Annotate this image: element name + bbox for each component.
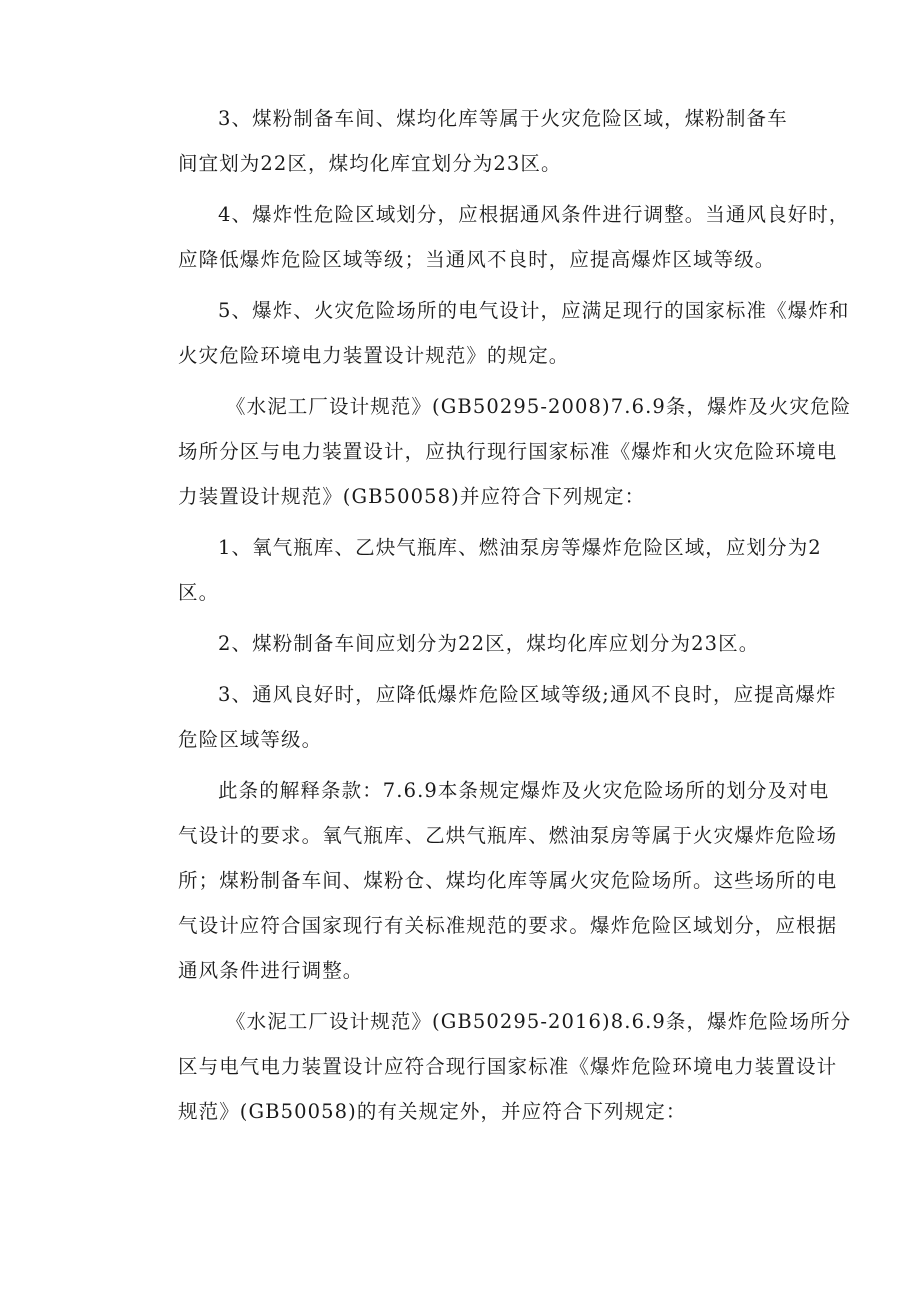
paragraph-rule-1-gas-storage — [138, 525, 822, 615]
paragraph-line: 4、爆炸性危险区域划分，应根据通风条件进行调整。当通风良好时， — [218, 203, 850, 226]
paragraph-rule-2-coal-zones — [138, 621, 798, 666]
paragraph-line: 场所分区与电力装置设计，应执行现行国家标准《爆炸和火灾危险环境电 — [178, 440, 838, 463]
paragraph-line: 气设计应符合国家现行有关标准规范的要求。爆炸危险区域划分，应根据 — [178, 914, 838, 937]
paragraph-line: 所；煤粉制备车间、煤粉仓、煤均化库等属火灾危险场所。这些场所的电 — [178, 869, 838, 892]
paragraph-line: 3、通风良好时，应降低爆炸危险区域等级;通风不良时，应提高爆炸 — [218, 683, 837, 706]
paragraph-line: 区与电气电力装置设计应符合现行国家标准《爆炸危险环境电力装置设计 — [178, 1055, 838, 1078]
paragraph-gb50295-2016-reference — [138, 999, 852, 1134]
paragraph-explanation-clause — [138, 768, 838, 993]
paragraph-rule-3-ventilation — [138, 672, 837, 762]
paragraph-line: 此条的解释条款：7.6.9本条规定爆炸及火灾危险场所的划分及对电 — [218, 779, 830, 802]
paragraph-electrical-design-standard — [138, 288, 850, 378]
paragraph-line: 《水泥工厂设计规范》(GB50295-2008)7.6.9条，爆炸及火灾危险 — [226, 395, 852, 418]
document-body — [138, 96, 852, 1140]
paragraph-line: 气设计的要求。氧气瓶库、乙烘气瓶库、燃油泵房等属于火灾爆炸危险场 — [178, 824, 838, 847]
paragraph-line: 应降低爆炸危险区域等级；当通风不良时，应提高爆炸区域等级。 — [178, 248, 776, 271]
paragraph-line: 2、煤粉制备车间应划分为22区，煤均化库应划分为23区。 — [218, 632, 760, 655]
paragraph-line: 间宜划为22区，煤均化库宜划分为23区。 — [178, 152, 562, 175]
paragraph-line: 3、煤粉制备车间、煤均化库等属于火灾危险区域，煤粉制备车 — [218, 107, 788, 130]
paragraph-line: 力装置设计规范》(GB50058)并应符合下列规定： — [178, 485, 646, 508]
paragraph-line: 危险区域等级。 — [178, 728, 323, 751]
paragraph-coal-mill-fire-zone — [138, 96, 798, 186]
paragraph-line: 1、氧气瓶库、乙炔气瓶库、燃油泵房等爆炸危险区域，应划分为2 — [218, 536, 822, 559]
paragraph-line: 火灾危险环境电力装置设计规范》的规定。 — [178, 344, 570, 367]
paragraph-gb50295-2008-reference — [138, 384, 852, 519]
paragraph-line: 区。 — [178, 581, 220, 604]
paragraph-line: 规范》(GB50058)的有关规定外，并应符合下列规定： — [178, 1100, 687, 1123]
paragraph-line: 5、爆炸、火灾危险场所的电气设计，应满足现行的国家标准《爆炸和 — [218, 299, 850, 322]
paragraph-line: 通风条件进行调整。 — [178, 959, 364, 982]
paragraph-line: 《水泥工厂设计规范》(GB50295-2016)8.6.9条，爆炸危险场所分 — [226, 1010, 852, 1033]
paragraph-ventilation-adjustment — [138, 192, 850, 282]
